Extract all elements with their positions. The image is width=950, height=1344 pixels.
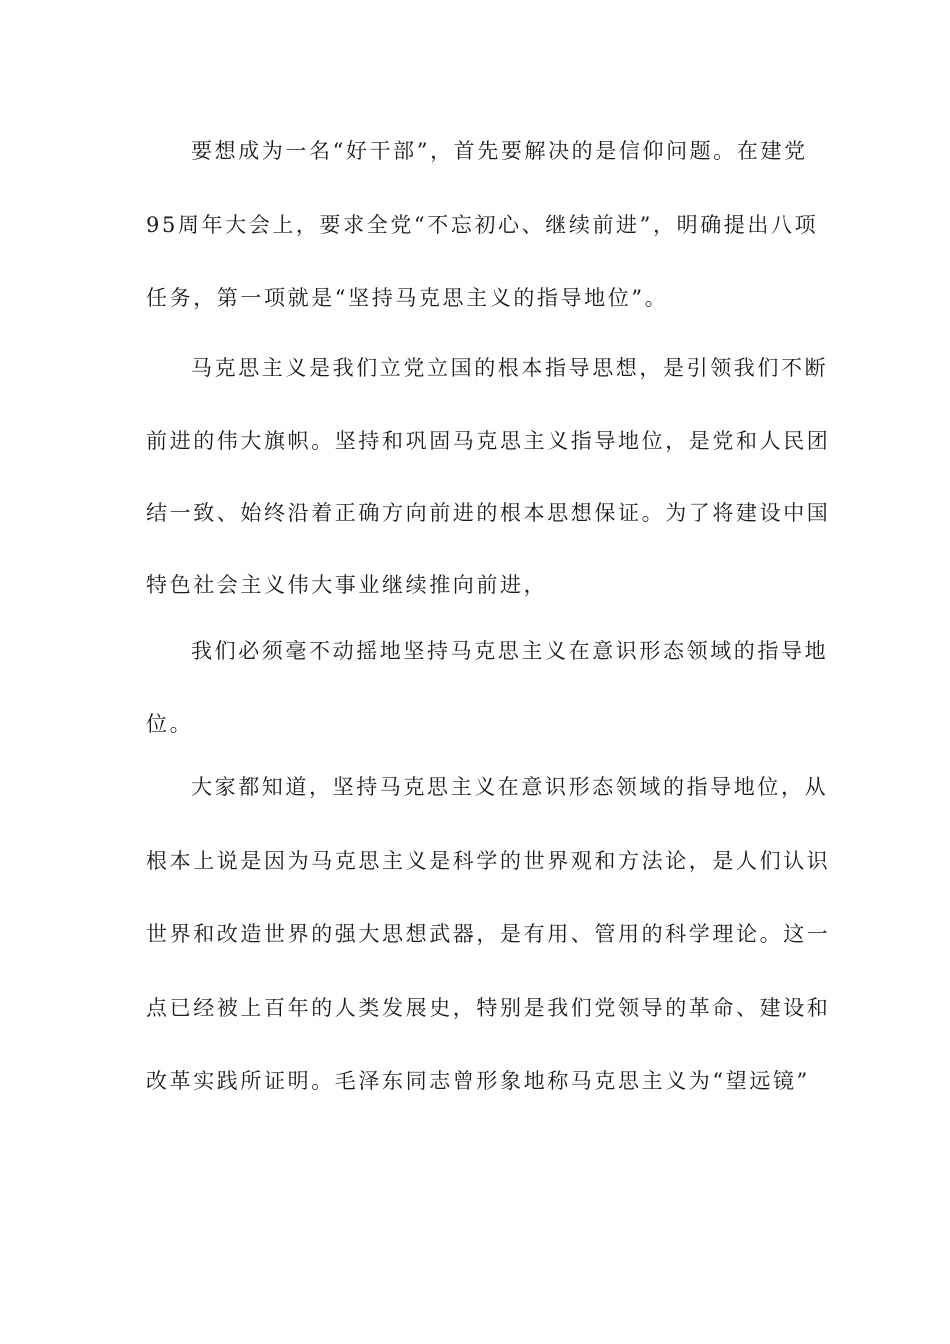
- paragraph-3-line-2: 位。: [146, 712, 194, 736]
- paragraph-4-line-4: 点已经被上百年的人类发展史，特别是我们党领导的革命、建设和: [146, 996, 831, 1020]
- paragraph-2-line-2: 前进的伟大旗帜。坚持和巩固马克思主义指导地位，是党和人民团: [146, 429, 831, 453]
- paragraph-2-line-4: 特色社会主义伟大事业继续推向前进，: [146, 573, 548, 597]
- paragraph-4-line-3: 世界和改造世界的强大思想武器，是有用、管用的科学理论。这一: [146, 922, 831, 946]
- paragraph-1-line-1: 要想成为一名“好干部”，首先要解决的是信仰问题。在建党: [191, 139, 808, 163]
- paragraph-4-line-5: 改革实践所证明。毛泽东同志曾形象地称马克思主义为“望远镜”: [146, 1069, 810, 1093]
- paragraph-4-line-1: 大家都知道，坚持马克思主义在意识形态领域的指导地位，从: [191, 775, 829, 799]
- paragraph-1-line-2: 95周年大会上，要求全党“不忘初心、继续前进”，明确提出八项: [146, 213, 819, 237]
- paragraph-2-line-1: 马克思主义是我们立党立国的根本指导思想，是引领我们不断: [191, 356, 829, 380]
- paragraph-2-line-3: 结一致、始终沿着正确方向前进的根本思想保证。为了将建设中国: [146, 501, 831, 525]
- paragraph-3-line-1: 我们必须毫不动摇地坚持马克思主义在意识形态领域的指导地: [191, 639, 829, 663]
- paragraph-1-line-3: 任务，第一项就是“坚持马克思主义的指导地位”。: [146, 286, 669, 310]
- paragraph-4-line-2: 根本上说是因为马克思主义是科学的世界观和方法论，是人们认识: [146, 849, 831, 873]
